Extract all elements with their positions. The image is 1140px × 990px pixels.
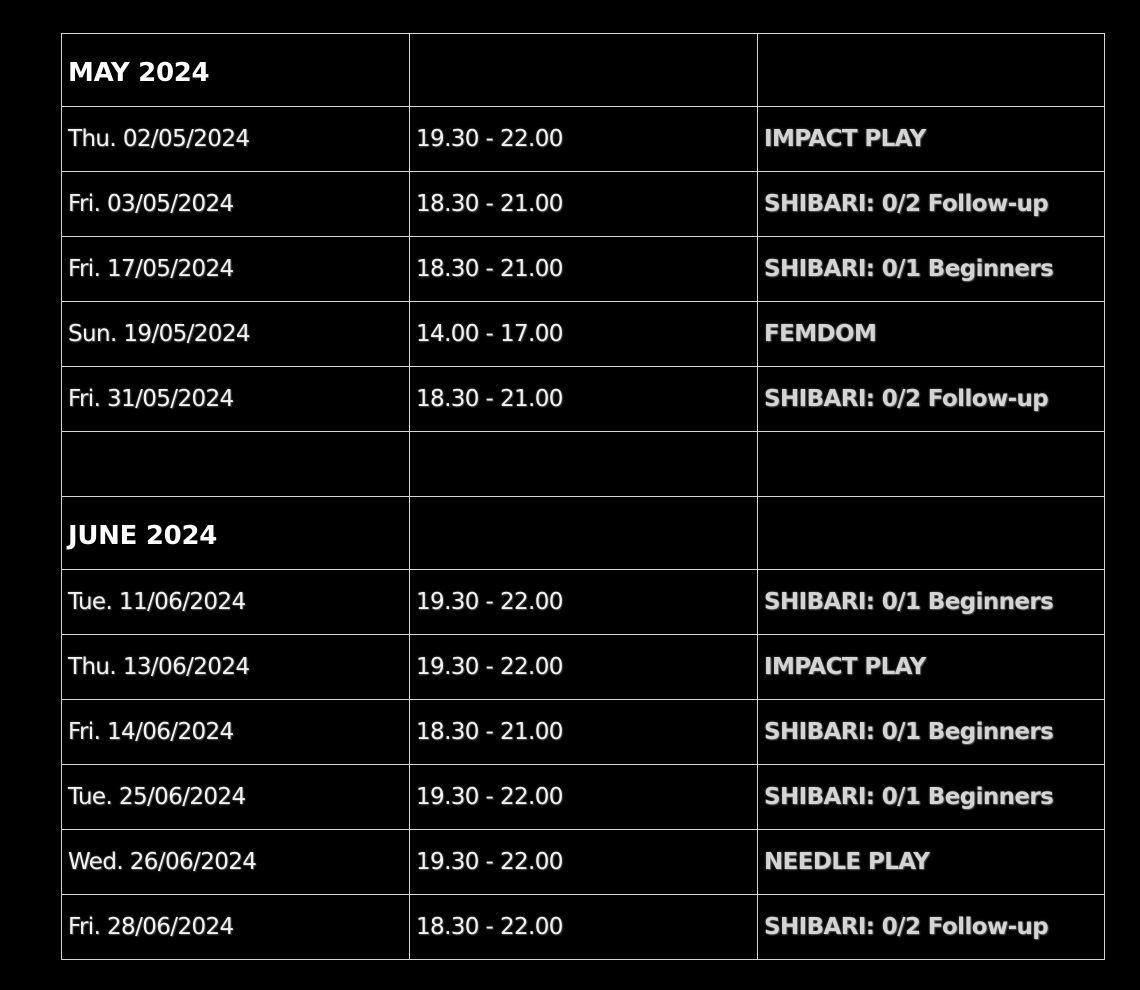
event-date: Sun. 19/05/2024 [62, 302, 410, 367]
event-date: Thu. 02/05/2024 [62, 107, 410, 172]
event-name: SHIBARI: 0/2 Follow-up [758, 172, 1105, 237]
empty-cell [758, 432, 1105, 497]
event-date: Fri. 28/06/2024 [62, 895, 410, 960]
month-title-cell [62, 497, 410, 570]
event-date: Fri. 14/06/2024 [62, 700, 410, 765]
event-date: Wed. 26/06/2024 [62, 830, 410, 895]
event-name: IMPACT PLAY [758, 635, 1105, 700]
event-time: 18.30 - 22.00 [410, 895, 758, 960]
event-time: 19.30 - 22.00 [410, 570, 758, 635]
table-row [62, 830, 1105, 895]
event-time: 18.30 - 21.00 [410, 367, 758, 432]
empty-cell [410, 432, 758, 497]
table-row [62, 700, 1105, 765]
event-name: SHIBARI: 0/2 Follow-up [758, 895, 1105, 960]
table-row [62, 172, 1105, 237]
table-row [62, 237, 1105, 302]
event-time: 18.30 - 21.00 [410, 700, 758, 765]
schedule-table [61, 33, 1105, 960]
event-time: 18.30 - 21.00 [410, 172, 758, 237]
event-time: 14.00 - 17.00 [410, 302, 758, 367]
event-date: Fri. 31/05/2024 [62, 367, 410, 432]
month-title-cell [62, 34, 410, 107]
table-row [62, 895, 1105, 960]
table-row [62, 635, 1105, 700]
empty-cell [410, 34, 758, 107]
table-row [62, 570, 1105, 635]
event-name: SHIBARI: 0/1 Beginners [758, 570, 1105, 635]
table-row [62, 367, 1105, 432]
empty-cell [758, 497, 1105, 570]
empty-cell [758, 34, 1105, 107]
event-name: FEMDOM [758, 302, 1105, 367]
event-name: SHIBARI: 0/1 Beginners [758, 237, 1105, 302]
event-name: IMPACT PLAY [758, 107, 1105, 172]
month-title: MAY 2024 [68, 58, 210, 88]
month-header-row [62, 34, 1105, 107]
event-date: Thu. 13/06/2024 [62, 635, 410, 700]
event-name: SHIBARI: 0/1 Beginners [758, 765, 1105, 830]
event-name: SHIBARI: 0/2 Follow-up [758, 367, 1105, 432]
event-name: NEEDLE PLAY [758, 830, 1105, 895]
month-header-row [62, 497, 1105, 570]
table-row [62, 765, 1105, 830]
event-time: 19.30 - 22.00 [410, 765, 758, 830]
event-time: 19.30 - 22.00 [410, 635, 758, 700]
month-title: JUNE 2024 [68, 521, 218, 551]
empty-cell [410, 497, 758, 570]
table-row [62, 302, 1105, 367]
event-date: Tue. 11/06/2024 [62, 570, 410, 635]
table-row [62, 107, 1105, 172]
event-name: SHIBARI: 0/1 Beginners [758, 700, 1105, 765]
event-date: Tue. 25/06/2024 [62, 765, 410, 830]
spacer-row [62, 432, 1105, 497]
event-date: Fri. 17/05/2024 [62, 237, 410, 302]
empty-cell [62, 432, 410, 497]
event-time: 19.30 - 22.00 [410, 830, 758, 895]
event-time: 18.30 - 21.00 [410, 237, 758, 302]
event-date: Fri. 03/05/2024 [62, 172, 410, 237]
event-time: 19.30 - 22.00 [410, 107, 758, 172]
